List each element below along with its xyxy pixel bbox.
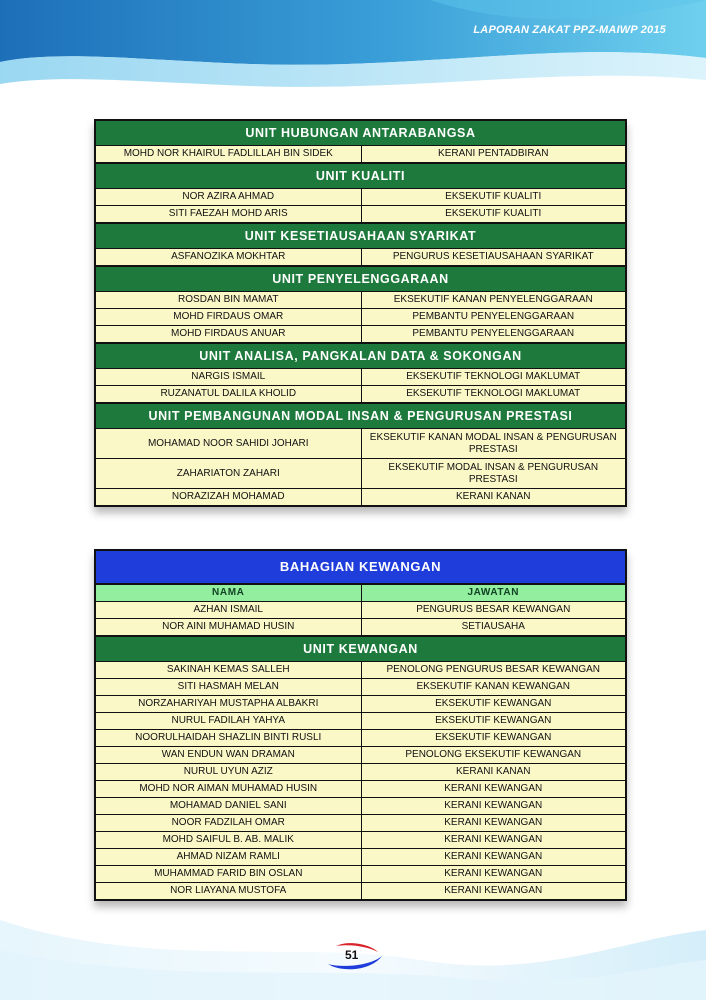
staff-position: KERANI KEWANGAN [361, 781, 626, 797]
staff-table-kewangan [94, 549, 627, 901]
staff-position: KERANI KANAN [361, 764, 626, 780]
section-header-hubungan-antarabangsa: UNIT HUBUNGAN ANTARABANGSA [96, 121, 625, 145]
staff-name: MOHD FIRDAUS OMAR [173, 311, 284, 322]
staff-position: EKSEKUTIF KEWANGAN [361, 713, 626, 729]
table-row [96, 488, 625, 505]
staff-position: KERANI PENTADBIRAN [361, 146, 626, 162]
staff-name: MUHAMMAD FARID BIN OSLAN [154, 868, 303, 879]
table-row [96, 428, 625, 458]
table-row [96, 188, 625, 205]
staff-name: MOHD NOR KHAIRUL FADLILLAH BIN SIDEK [123, 148, 333, 159]
table-row [96, 695, 625, 712]
table-row [96, 325, 625, 342]
staff-name: NOORULHAIDAH SHAZLIN BINTI RUSLI [135, 732, 322, 743]
staff-position: PENGURUS KESETIAUSAHAAN SYARIKAT [361, 249, 626, 265]
table-row [96, 661, 625, 678]
staff-position: EKSEKUTIF KANAN PENYELENGGARAAN [361, 292, 626, 308]
staff-position: KERANI KEWANGAN [361, 866, 626, 882]
staff-name: NARGIS ISMAIL [191, 371, 266, 382]
table-row [96, 385, 625, 402]
table-row [96, 780, 625, 797]
table-row [96, 712, 625, 729]
staff-position: EKSEKUTIF KUALITI [361, 206, 626, 222]
footer-wave [0, 860, 706, 1000]
staff-position: KERANI KEWANGAN [361, 883, 626, 899]
table-row [96, 145, 625, 162]
staff-name: MOHAMAD NOOR SAHIDI JOHARI [147, 437, 309, 449]
staff-position: SETIAUSAHA [361, 619, 626, 635]
table-row [96, 248, 625, 265]
staff-name: SAKINAH KEMAS SALLEH [166, 664, 290, 675]
staff-position: EKSEKUTIF KEWANGAN [361, 730, 626, 746]
staff-position: PEMBANTU PENYELENGGARAAN [361, 326, 626, 342]
section-header-modal-insan: UNIT PEMBANGUNAN MODAL INSAN & PENGURUSAN PRESTASI [96, 402, 625, 428]
staff-name: ZAHARIATON ZAHARI [176, 467, 280, 479]
section-header-kualiti: UNIT KUALITI [96, 162, 625, 188]
staff-name: NORZAHARIYAH MUSTAPHA ALBAKRI [138, 698, 319, 709]
staff-position: PENOLONG PENGURUS BESAR KEWANGAN [361, 662, 626, 678]
staff-table-units [94, 119, 627, 507]
staff-name: NURUL UYUN AZIZ [183, 766, 273, 777]
table-row [96, 601, 625, 618]
table-row [96, 368, 625, 385]
staff-name: NOOR FADZILAH OMAR [171, 817, 285, 828]
table-row [96, 831, 625, 848]
staff-name: MOHAMAD DANIEL SANI [169, 800, 287, 811]
staff-name: RUZANATUL DALILA KHOLID [160, 388, 297, 399]
table-row [96, 205, 625, 222]
staff-name: ROSDAN BIN MAMAT [178, 294, 279, 305]
staff-name: MOHD FIRDAUS ANUAR [171, 328, 286, 339]
staff-position: KERANI KEWANGAN [361, 798, 626, 814]
table-row [96, 729, 625, 746]
staff-name: WAN ENDUN WAN DRAMAN [161, 749, 295, 760]
staff-position: EKSEKUTIF KEWANGAN [361, 696, 626, 712]
division-header-kewangan: BAHAGIAN KEWANGAN [96, 551, 625, 583]
staff-position: EKSEKUTIF TEKNOLOGI MAKLUMAT [361, 386, 626, 402]
table-row [96, 678, 625, 695]
section-header-kesetiausahaan-syarikat: UNIT KESETIAUSAHAAN SYARIKAT [96, 222, 625, 248]
table-row [96, 291, 625, 308]
column-header-row [96, 583, 625, 601]
table-row [96, 458, 625, 488]
table-row [96, 763, 625, 780]
report-title: LAPORAN ZAKAT PPZ-MAIWP 2015 [473, 24, 666, 36]
table-row [96, 618, 625, 635]
staff-name: MOHD NOR AIMAN MUHAMAD HUSIN [139, 783, 318, 794]
staff-name: NURUL FADILAH YAHYA [171, 715, 286, 726]
header-banner [0, 0, 706, 110]
table-row [96, 814, 625, 831]
staff-name: ASFANOZIKA MOKHTAR [171, 251, 286, 262]
page-number: 51 [345, 948, 359, 962]
staff-name: NORAZIZAH MOHAMAD [171, 491, 285, 502]
staff-position: EKSEKUTIF MODAL INSAN & PENGURUSAN PRESTASI [361, 459, 626, 488]
column-header-jawatan: JAWATAN [361, 585, 626, 601]
staff-position: EKSEKUTIF TEKNOLOGI MAKLUMAT [361, 369, 626, 385]
staff-name: NOR AINI MUHAMAD HUSIN [162, 621, 295, 632]
staff-name: NOR AZIRA AHMAD [182, 191, 275, 202]
staff-name: AHMAD NIZAM RAMLI [176, 851, 280, 862]
staff-name: MOHD SAIFUL B. AB. MALIK [162, 834, 294, 845]
staff-position: KERANI KEWANGAN [361, 849, 626, 865]
staff-position: KERANI KEWANGAN [361, 832, 626, 848]
staff-position: PEMBANTU PENYELENGGARAAN [361, 309, 626, 325]
staff-name: SITI HASMAH MELAN [177, 681, 279, 692]
staff-position: EKSEKUTIF KANAN KEWANGAN [361, 679, 626, 695]
section-header-analisa-pangkalan-data: UNIT ANALISA, PANGKALAN DATA & SOKONGAN [96, 342, 625, 368]
staff-position: KERANI KEWANGAN [361, 815, 626, 831]
staff-name: SITI FAEZAH MOHD ARIS [168, 208, 288, 219]
table-row [96, 308, 625, 325]
column-header-nama: NAMA [212, 587, 245, 598]
table-row [96, 746, 625, 763]
section-header-unit-kewangan: UNIT KEWANGAN [96, 635, 625, 661]
staff-position: PENOLONG EKSEKUTIF KEWANGAN [361, 747, 626, 763]
staff-name: NOR LIAYANA MUSTOFA [170, 885, 287, 896]
table-row [96, 797, 625, 814]
section-header-penyelenggaraan: UNIT PENYELENGGARAAN [96, 265, 625, 291]
staff-name: AZHAN ISMAIL [193, 604, 263, 615]
staff-position: PENGURUS BESAR KEWANGAN [361, 602, 626, 618]
staff-position: EKSEKUTIF KUALITI [361, 189, 626, 205]
staff-position: KERANI KANAN [361, 489, 626, 505]
staff-position: EKSEKUTIF KANAN MODAL INSAN & PENGURUSAN PRESTASI [361, 429, 626, 458]
